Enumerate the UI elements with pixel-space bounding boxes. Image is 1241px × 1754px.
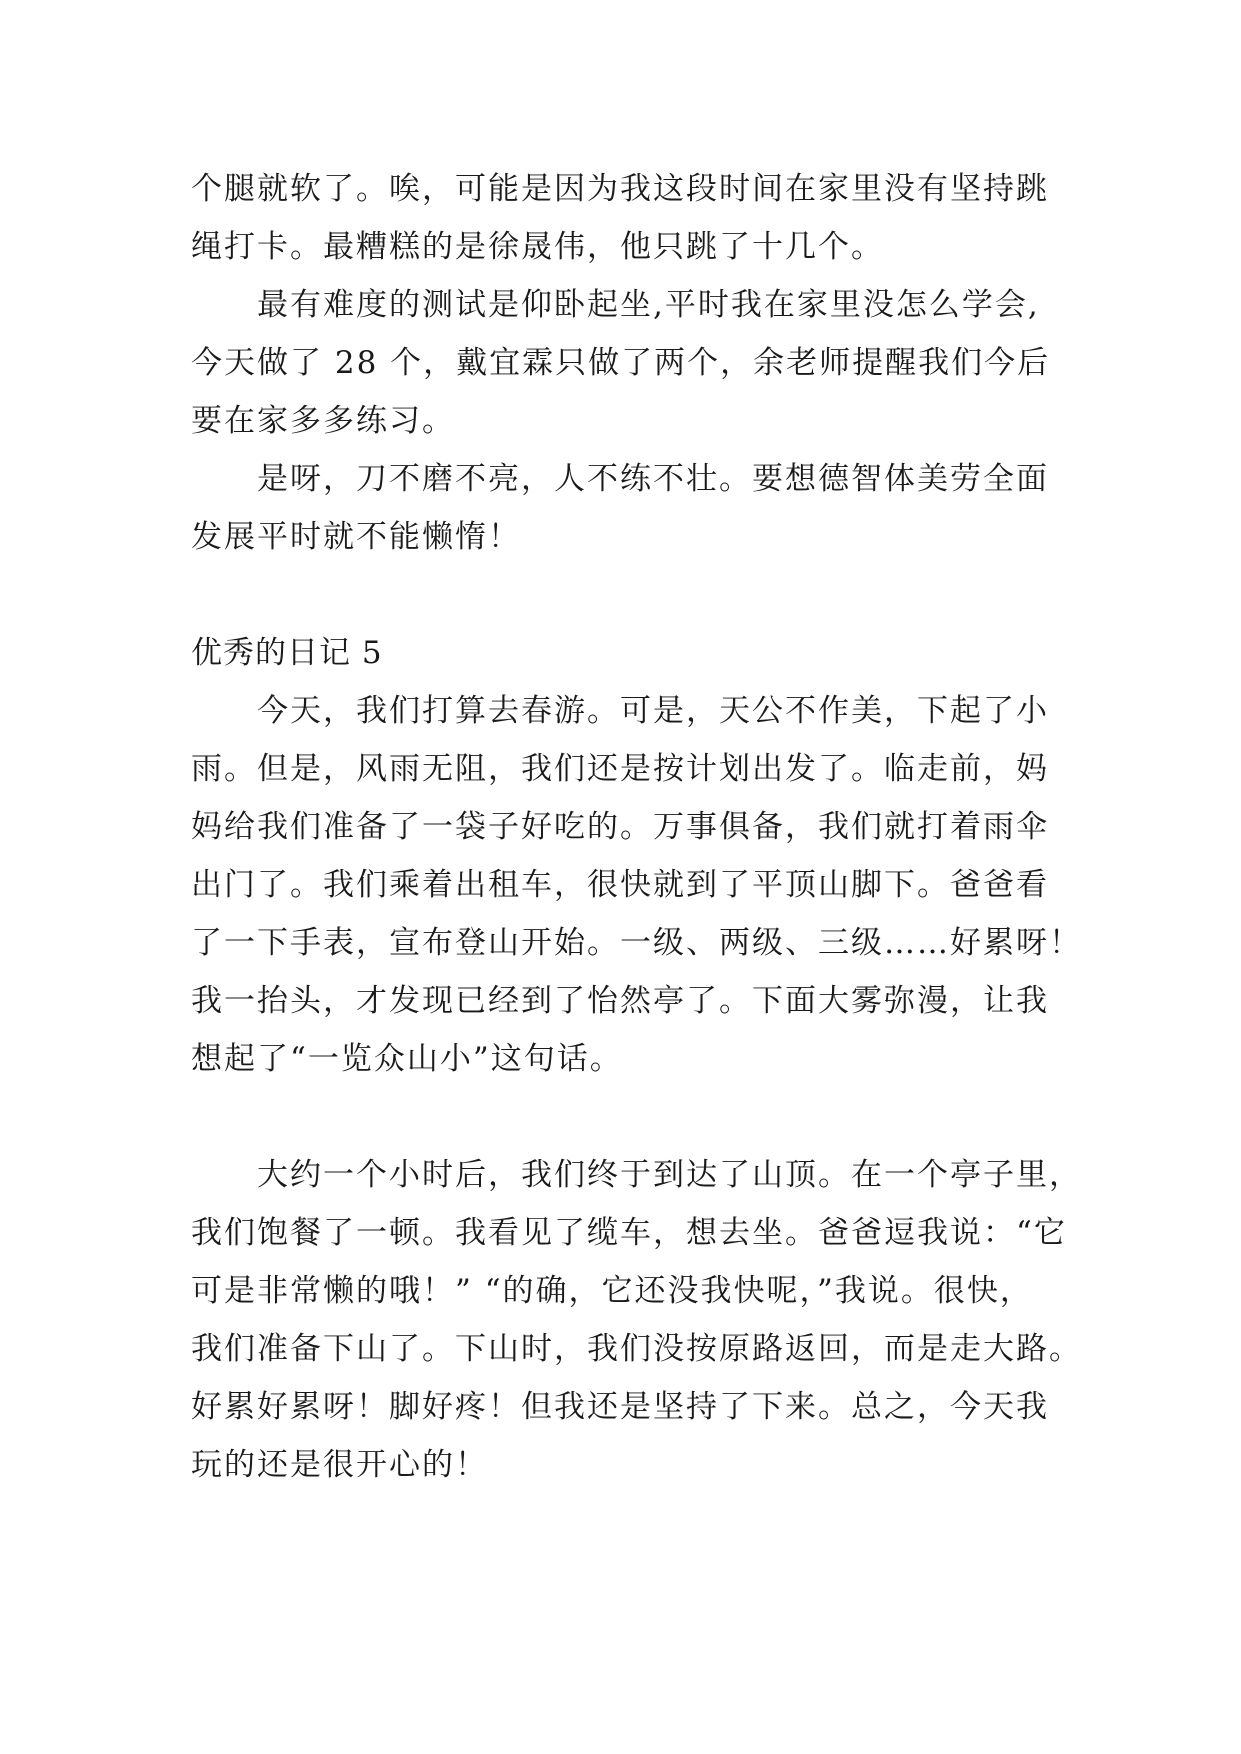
text-line: 要在家多多练习。: [191, 403, 455, 439]
text-line: 想起了“一览众山小”这句话。: [191, 1041, 623, 1077]
text-line: 我一抬头，才发现已经到了怡然亭了。下面大雾弥漫，让我: [191, 983, 1049, 1019]
text-line: 是呀，刀不磨不亮，人不练不壮。要想德智体美劳全面: [257, 461, 1049, 497]
text-line: 玩的还是很开心的！: [191, 1447, 488, 1483]
text-line: 绳打卡。最糟糕的是徐晟伟，他只跳了十几个。: [191, 229, 884, 265]
text-line: 我们饱餐了一顿。我看见了缆车，想去坐。爸爸逗我说：“它: [191, 1215, 1067, 1251]
text-line: 我们准备下山了。下山时，我们没按原路返回，而是走大路。: [191, 1331, 1082, 1367]
paragraph: [191, 450, 1091, 566]
spacer: [191, 566, 1091, 624]
text-line: 今天，我们打算去春游。可是，天公不作美，下起了小: [257, 693, 1049, 729]
text-line: 最有难度的测试是仰卧起坐,平时我在家里没怎么学会,: [257, 287, 1040, 323]
text-line: 了一下手表，宣布登山开始。一级、两级、三级……好累呀！: [191, 925, 1082, 961]
section-heading: 优秀的日记 5: [191, 635, 383, 671]
spacer: [191, 1088, 1091, 1146]
paragraph: [191, 682, 1091, 1088]
document-body: [191, 160, 1091, 1494]
text-line: 出门了。我们乘着出租车，很快就到了平顶山脚下。爸爸看: [191, 867, 1049, 903]
text-line: 大约一个小时后，我们终于到达了山顶。在一个亭子里，: [257, 1157, 1082, 1193]
text-line: 可是非常懒的哦！” “的确，它还没我快呢，”我说。很快，: [191, 1273, 1033, 1309]
text-line: 个腿就软了。唉，可能是因为我这段时间在家里没有坚持跳: [191, 171, 1049, 207]
paragraph: [191, 1146, 1091, 1494]
text-line: 雨。但是，风雨无阻，我们还是按计划出发了。临走前，妈: [191, 751, 1049, 787]
text-line: 今天做了 28 个，戴宜霖只做了两个，余老师提醒我们今后: [191, 345, 1051, 381]
paragraph: [191, 160, 1091, 276]
text-line: 发展平时就不能懒惰！: [191, 519, 521, 555]
paragraph: [191, 276, 1091, 450]
text-line: 好累好累呀！脚好疼！但我还是坚持了下来。总之，今天我: [191, 1389, 1049, 1425]
text-line: 妈给我们准备了一袋子好吃的。万事俱备，我们就打着雨伞: [191, 809, 1049, 845]
